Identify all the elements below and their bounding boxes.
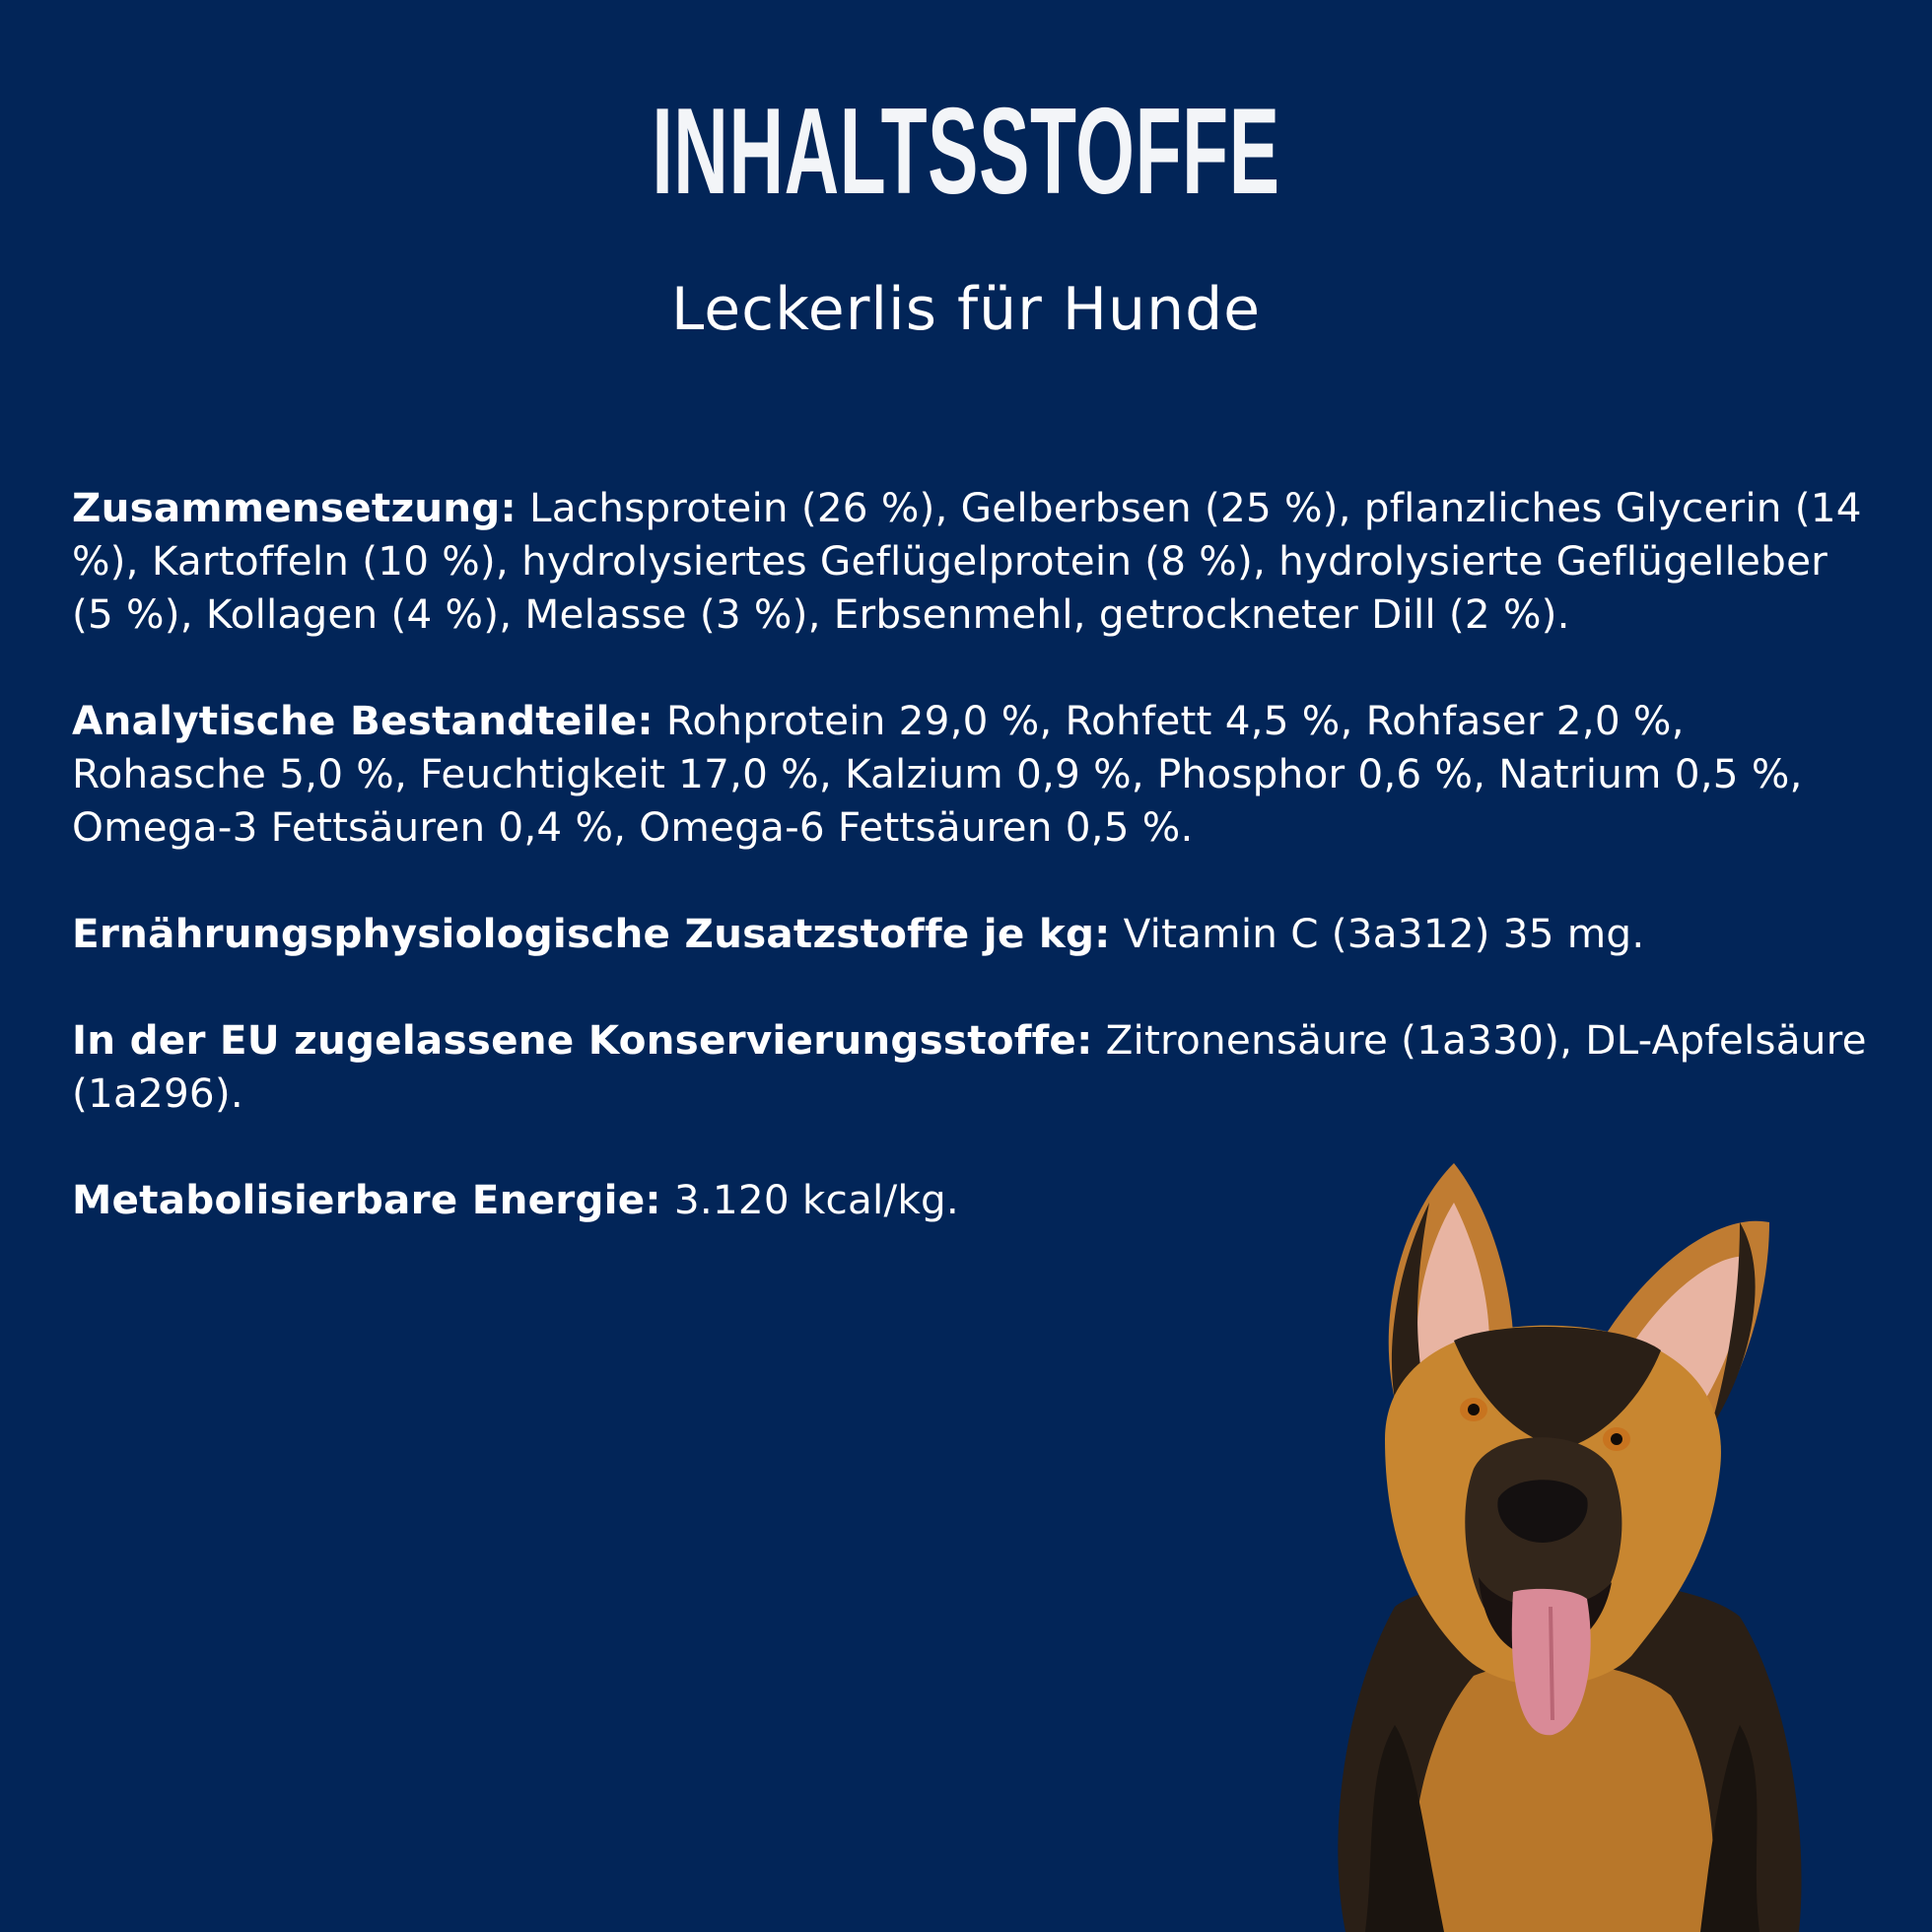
analytical-label: Analytische Bestandteile: — [72, 697, 654, 744]
analytical-paragraph — [72, 694, 1876, 854]
german-shepherd-image — [1306, 1143, 1819, 1932]
page-subtitle: Leckerlis für Hunde — [670, 275, 1262, 344]
energy-text: 3.120 kcal/kg. — [660, 1176, 959, 1223]
preservatives-text: Zitronensäure (1a330), DL-Apfelsäure (1a296). — [72, 1016, 1867, 1117]
additives-label: Ernährungsphysiologische Zusatzstoffe je kg: — [72, 910, 1111, 957]
composition-label: Zusammensetzung: — [72, 484, 517, 531]
additives-text: Vitamin C (3a312) 35 mg. — [1110, 910, 1645, 957]
preservatives-paragraph — [72, 1013, 1876, 1120]
energy-label: Metabolisierbare Energie: — [72, 1176, 661, 1223]
composition-paragraph — [72, 481, 1876, 641]
preservatives-label: In der EU zugelassene Konservierungsstoffe: — [72, 1016, 1093, 1064]
additives-paragraph — [72, 907, 1876, 960]
page-title: INHALTSSTOFFE — [652, 84, 1280, 220]
analytical-text: Rohprotein 29,0 %, Rohfett 4,5 %, Rohfaser 2,0 %, Rohasche 5,0 %, Feuchtigkeit 17,0 %, Kalzium 0,9 %, Phosphor 0,6 %, Natrium 0,5 %, Omega-3 Fettsäuren 0,4 %, Omega-6 Fettsäuren 0,5 %. — [72, 697, 1803, 851]
composition-text: Lachsprotein (26 %), Gelberbsen (25 %), pflanzliches Glycerin (14 %), Kartoffeln (10 %), hydrolysiertes Geflügelprotein (8 %), hydrolysierte Geflügelleber (5 %), Kollagen (4 %), Melasse (3 %), Erbsenmehl, getrockneter Dill (2 %). — [72, 484, 1862, 638]
